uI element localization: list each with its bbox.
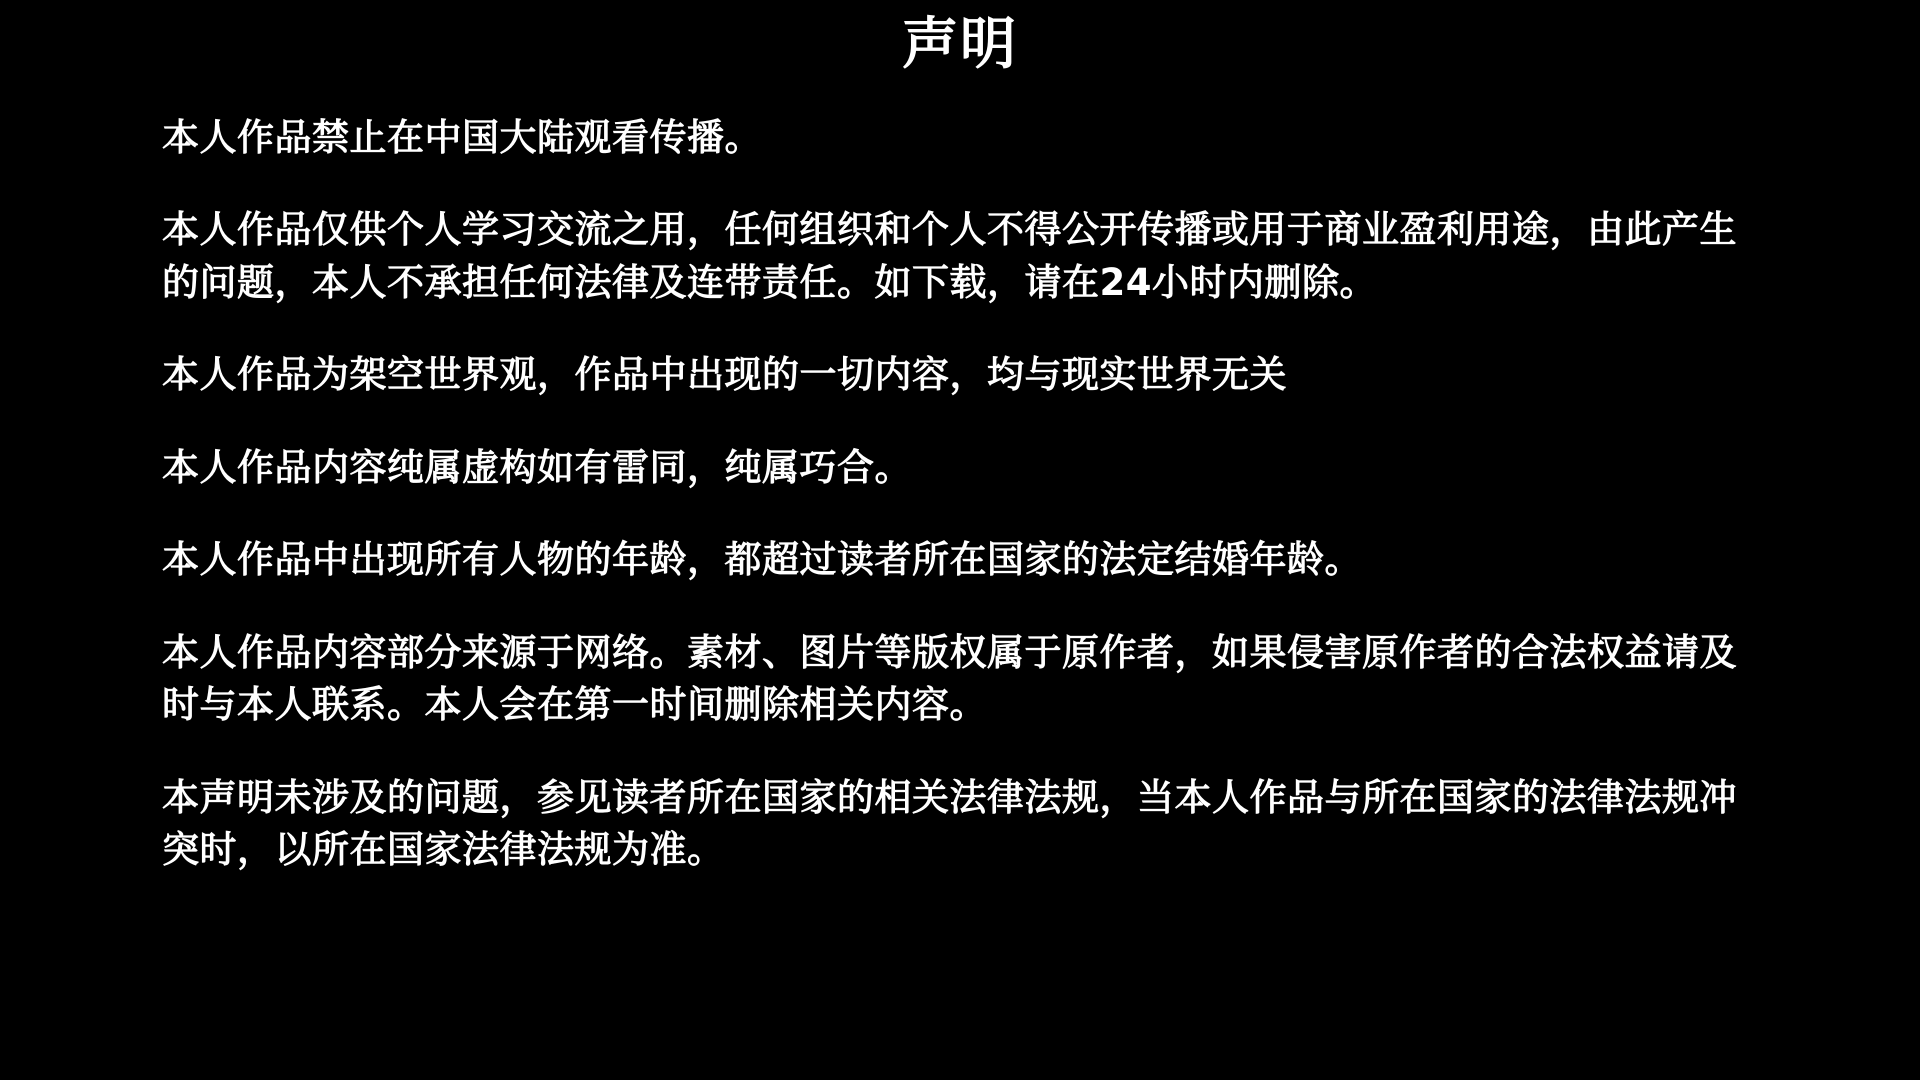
page-title: 声明 — [902, 12, 1018, 77]
disclaimer-paragraph: 本人作品内容纯属虚构如有雷同，纯属巧合。 — [162, 445, 912, 489]
disclaimer-body — [0, 112, 1920, 877]
disclaimer-paragraph: 本人作品内容部分来源于网络。素材、图片等版权属于原作者，如果侵害原作者的合法权益请及时与本人联系。本人会在第一时间删除相关内容。 — [162, 630, 1737, 727]
disclaimer-paragraph: 本声明未涉及的问题，参见读者所在国家的相关法律法规，当本人作品与所在国家的法律法规冲突时，以所在国家法律法规为准。 — [162, 775, 1737, 872]
disclaimer-paragraph: 本人作品禁止在中国大陆观看传播。 — [162, 115, 762, 159]
disclaimer-paragraph: 本人作品为架空世界观，作品中出现的一切内容，均与现实世界无关 — [162, 353, 1287, 397]
disclaimer-paragraph: 本人作品仅供个人学习交流之用，任何组织和个人不得公开传播或用于商业盈利用途，由此产生的问题，本人不承担任何法律及连带责任。如下载，请在24小时内删除。 — [162, 208, 1737, 304]
disclaimer-paragraph: 本人作品中出现所有人物的年龄，都超过读者所在国家的法定结婚年龄。 — [162, 538, 1362, 582]
